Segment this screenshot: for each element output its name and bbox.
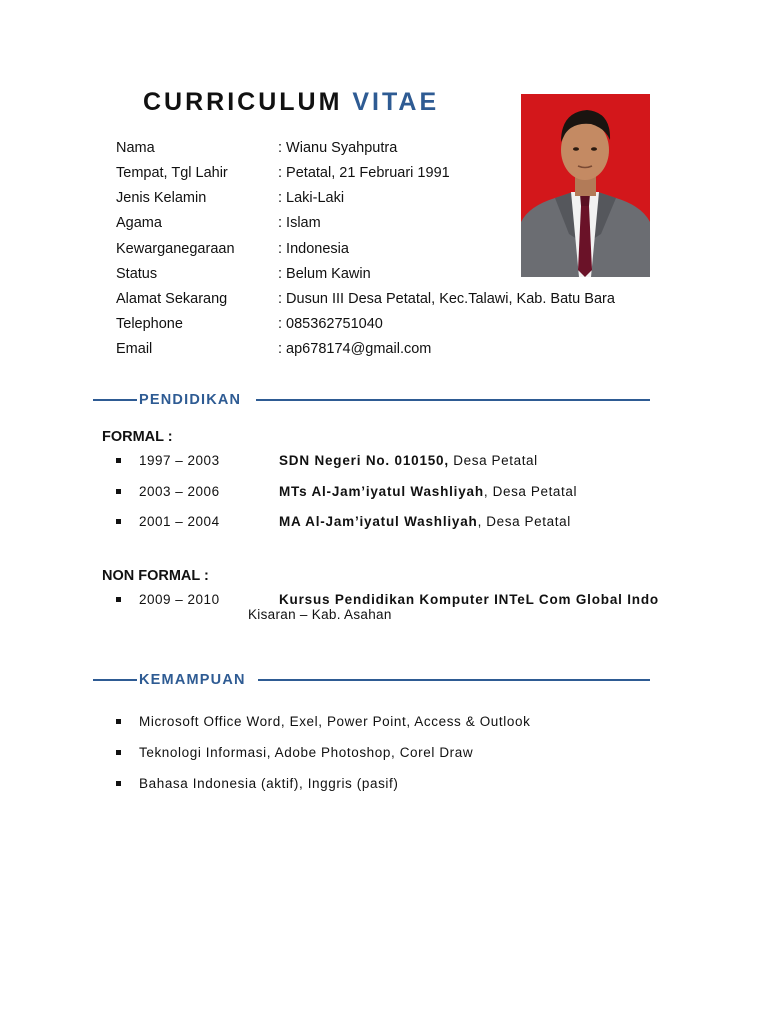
skill-item: Bahasa Indonesia (aktif), Inggris (pasif)	[139, 776, 399, 791]
skill-item: Teknologi Informasi, Adobe Photoshop, Corel Draw	[139, 745, 474, 760]
education-school	[279, 484, 577, 499]
info-value: : ap678174@gmail.com	[278, 341, 432, 357]
education-school	[279, 453, 538, 468]
skills-heading: KEMAMPUAN	[139, 672, 246, 688]
info-label: Nama	[116, 140, 155, 156]
bullet-icon	[116, 519, 121, 524]
info-value: : Indonesia	[278, 241, 349, 257]
skill-item: Microsoft Office Word, Exel, Power Point, Access & Outlook	[139, 714, 531, 729]
education-years: 2003 – 2006	[139, 484, 220, 499]
info-label: Email	[116, 341, 153, 357]
formal-label: FORMAL :	[102, 429, 173, 445]
school-name: MTs Al-Jam’iyatul Washliyah	[279, 484, 484, 499]
school-name: SDN Negeri No. 010150,	[279, 453, 449, 468]
bullet-icon	[116, 719, 121, 724]
info-value: : Islam	[278, 215, 321, 231]
school-place: , Desa Petatal	[483, 484, 578, 499]
cv-title	[143, 88, 439, 117]
info-value: : Belum Kawin	[278, 266, 371, 282]
section-divider-left	[93, 399, 137, 401]
school-place: Desa Petatal	[448, 453, 538, 468]
info-label: Agama	[116, 215, 162, 231]
bullet-icon	[116, 458, 121, 463]
profile-photo-illustration	[521, 94, 650, 277]
education-years: 1997 – 2003	[139, 453, 220, 468]
education-years: 2001 – 2004	[139, 514, 220, 529]
section-divider-right	[256, 399, 650, 401]
school-name: Kursus Pendidikan Komputer INTeL Com Global Indo	[279, 592, 659, 607]
cv-title-accent: VITAE	[352, 88, 440, 116]
education-school	[279, 592, 659, 607]
school-place: Kisaran – Kab. Asahan	[248, 607, 392, 622]
info-label: Jenis Kelamin	[116, 190, 207, 206]
info-value: : Laki-Laki	[278, 190, 345, 206]
education-heading: PENDIDIKAN	[139, 392, 242, 408]
info-value: : 085362751040	[278, 316, 383, 332]
school-place: , Desa Petatal	[477, 514, 571, 529]
bullet-icon	[116, 597, 121, 602]
info-value: : Dusun III Desa Petatal, Kec.Talawi, Kab. Batu Bara	[278, 291, 615, 307]
info-label: Tempat, Tgl Lahir	[116, 165, 228, 181]
cv-title-main: CURRICULUM	[143, 88, 343, 116]
info-value: : Wianu Syahputra	[278, 140, 398, 156]
info-value: : Petatal, 21 Februari 1991	[278, 165, 450, 181]
section-divider-right	[258, 679, 650, 681]
info-label: Kewarganegaraan	[116, 241, 235, 257]
profile-photo	[521, 94, 650, 277]
info-label: Telephone	[116, 316, 183, 332]
info-label: Alamat Sekarang	[116, 291, 228, 307]
school-name: MA Al-Jam’iyatul Washliyah	[279, 514, 478, 529]
section-divider-left	[93, 679, 137, 681]
bullet-icon	[116, 489, 121, 494]
bullet-icon	[116, 781, 121, 786]
bullet-icon	[116, 750, 121, 755]
education-school	[279, 514, 571, 529]
nonformal-label: NON FORMAL :	[102, 568, 209, 584]
education-years: 2009 – 2010	[139, 592, 220, 607]
info-label: Status	[116, 266, 158, 282]
